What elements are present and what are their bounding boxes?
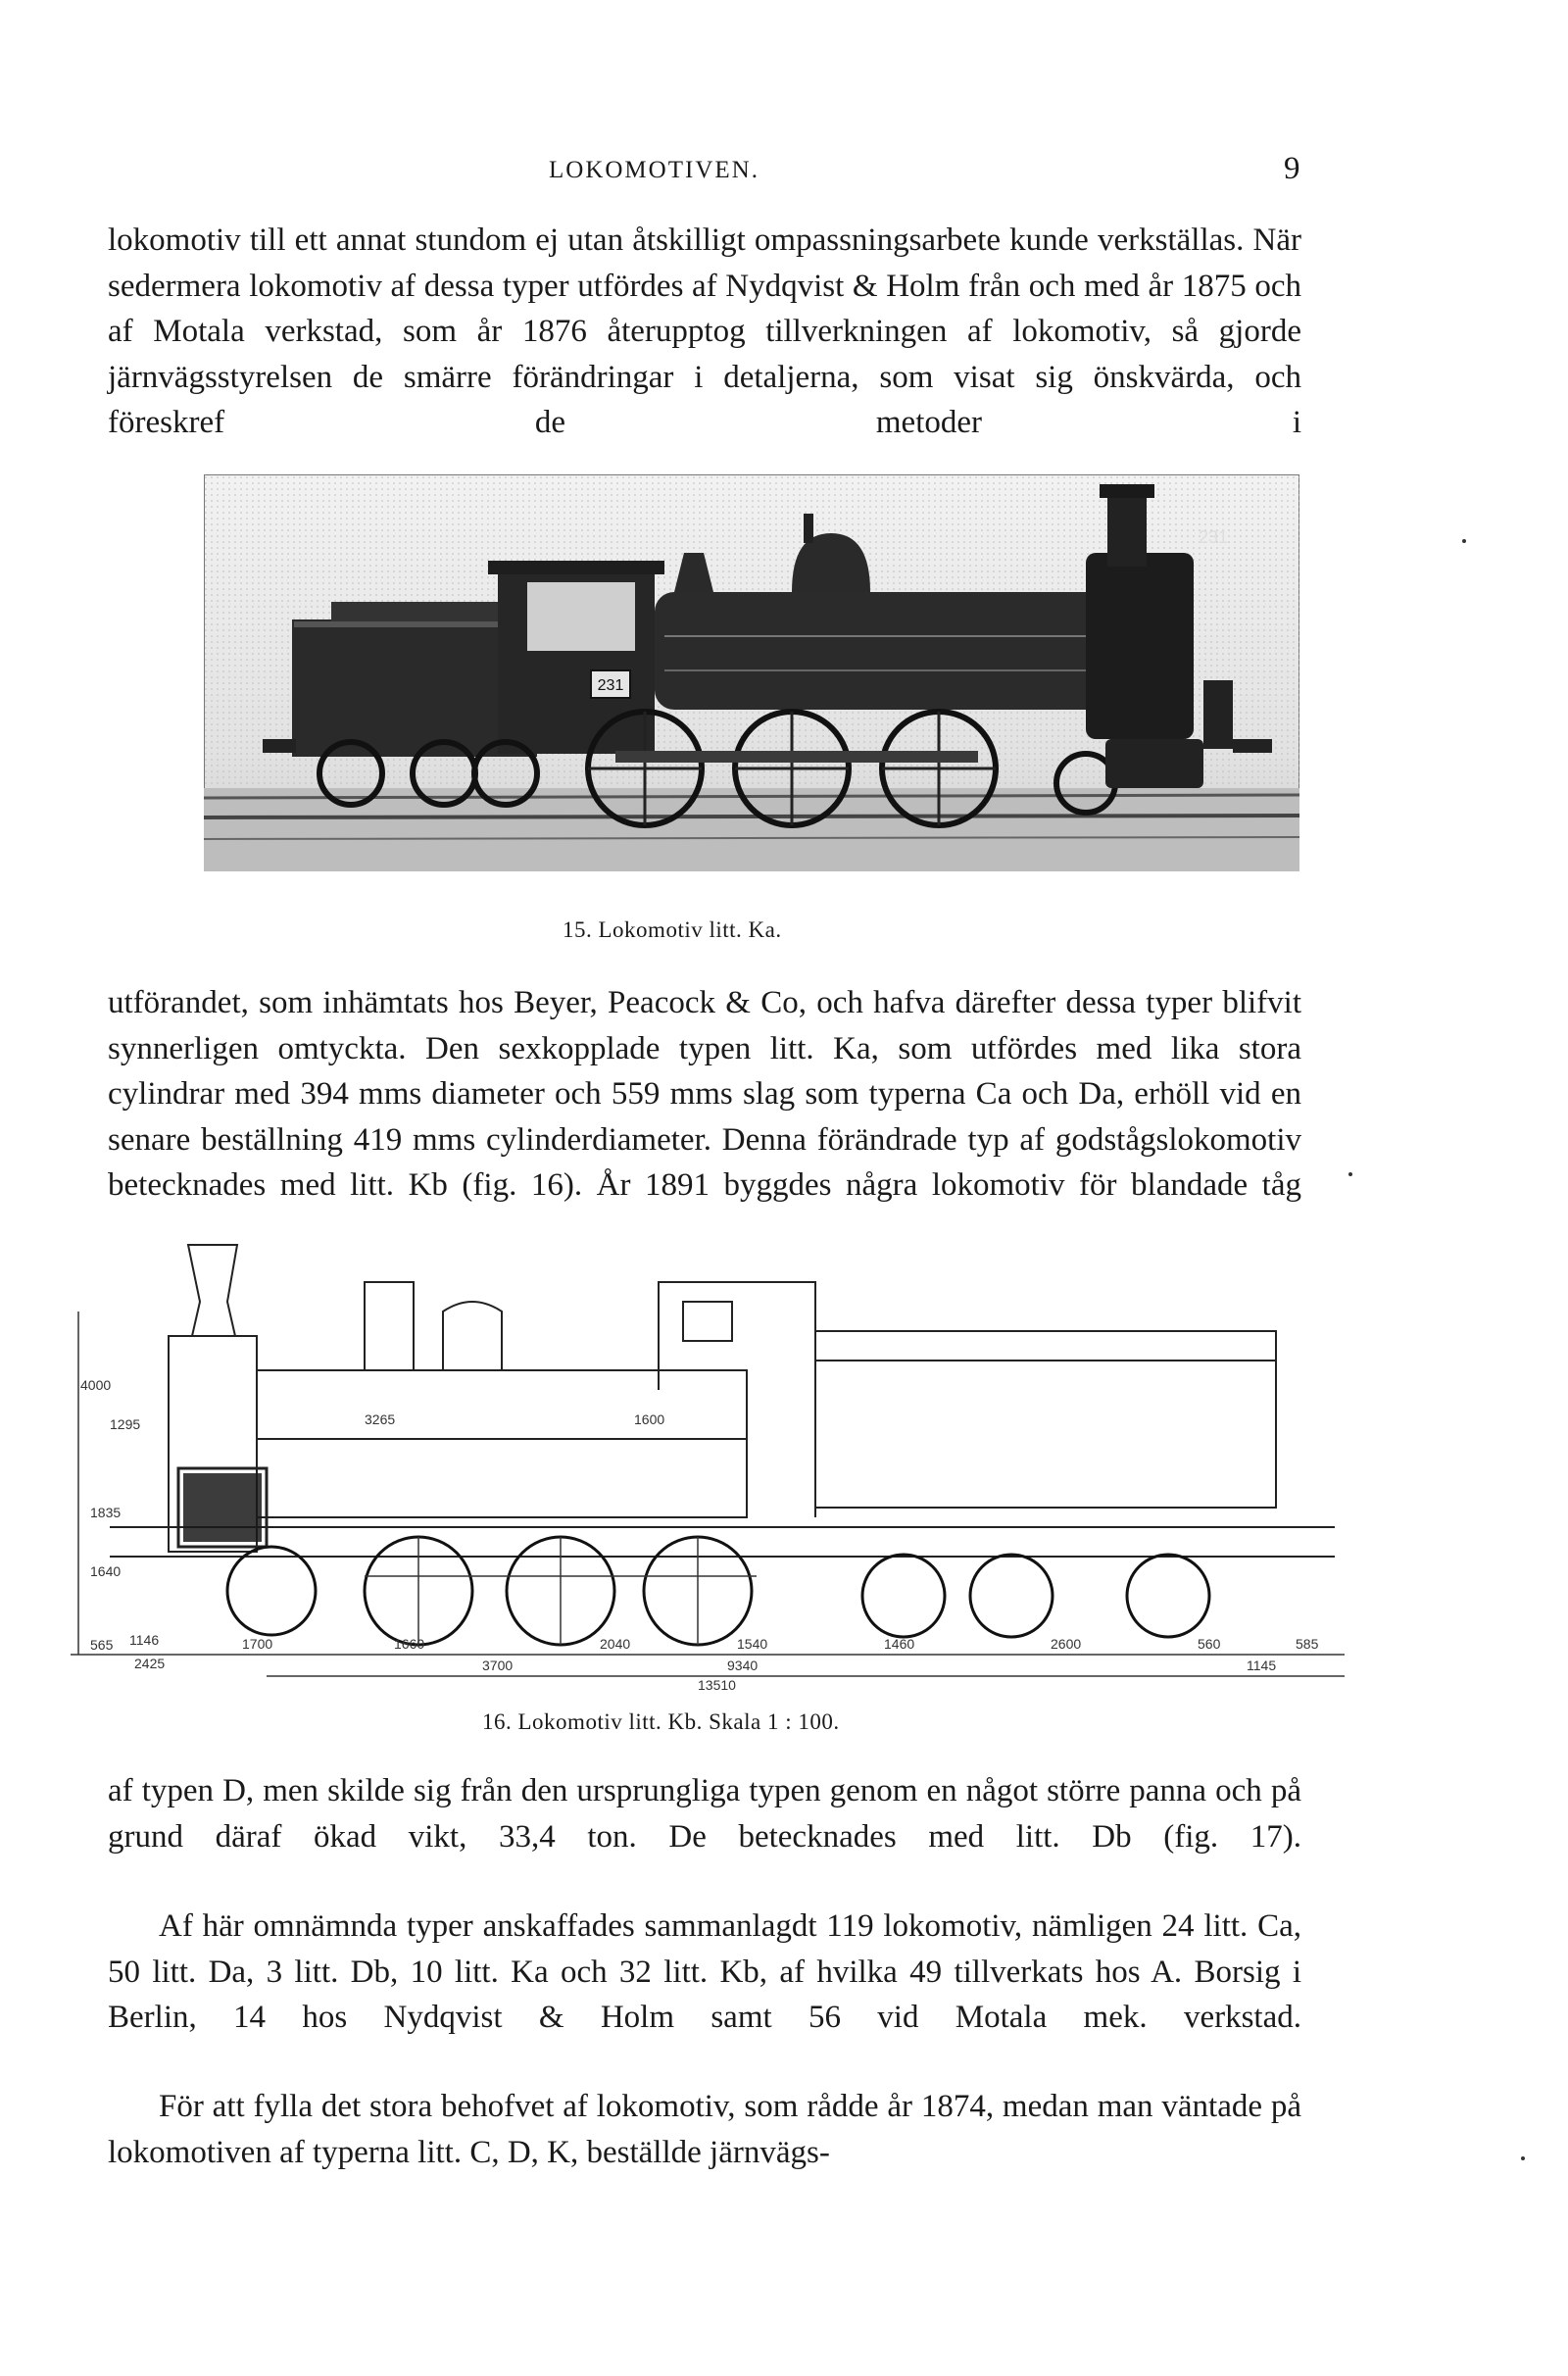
page-header: [0, 151, 1568, 196]
dim-1600: 1600: [634, 1411, 665, 1427]
running-title: LOKOMOTIVEN.: [549, 157, 760, 183]
dim-4000: 4000: [80, 1377, 112, 1393]
dim-1145: 1145: [1247, 1658, 1277, 1673]
figure-16-caption: 16. Lokomotiv litt. Kb. Skala 1 : 100.: [482, 1709, 840, 1734]
cab-number-plate: 231: [597, 677, 624, 694]
locomotive-photo-figure: [204, 474, 1299, 871]
locomotive-photo-illustration: [204, 474, 1299, 871]
speck: [1462, 539, 1466, 543]
dim-1460: 1460: [884, 1636, 915, 1652]
dim-565: 565: [90, 1637, 114, 1653]
paragraph-4: Af här omnämnda typer anskaffades sammanlagdt 119 lokomotiv, nämligen 24 litt. Ca, 50 litt. Da, 3 litt. Db, 10 litt. Ka och 32 litt. Kb, af hvilka 49 tillverkats hos A. Borsig i Berlin, 14 hos Nydqvist & Holm samt 56 vid Motala mek. verkstad.: [108, 1908, 1301, 2035]
dim-2425: 2425: [134, 1656, 166, 1671]
dim-2600: 2600: [1051, 1636, 1082, 1652]
paragraph-1: lokomotiv till ett annat stundom ej utan åtskilligt ompassningsarbete kunde verkställas. När sedermera lokomotiv af dessa typer utfördes af Nydqvist & Holm från och med år 1875 och af Motala verkstad, som år 1876 återupptog tillverkningen af lokomotiv, så gjorde järnvägsstyrelsen de smärre förändringar i detaljerna, som visat sig önskvärda, och föreskref de metoder i: [108, 223, 1301, 440]
paragraph-5: För att fylla det stora behofvet af lokomotiv, som rådde år 1874, medan man väntade på lokomotiven af typerna litt. C, D, K, beställde järnvägs-: [108, 2089, 1301, 2170]
paragraph-3: af typen D, men skilde sig från den ursprungliga typen genom en något större panna och på grund däraf ökad vikt, 33,4 ton. De betecknades med litt. Db (fig. 17).: [108, 1773, 1301, 1855]
dim-13510: 13510: [698, 1677, 736, 1693]
dim-1540: 1540: [737, 1636, 768, 1652]
locomotive-elevation-drawing: [71, 1243, 1345, 1694]
dim-560: 560: [1198, 1636, 1221, 1652]
speck: [1348, 1172, 1352, 1176]
speck: [1521, 2156, 1525, 2160]
dim-3700: 3700: [482, 1658, 514, 1673]
dim-3265: 3265: [365, 1411, 396, 1427]
dim-585: 585: [1296, 1636, 1319, 1652]
dim-1640: 1640: [90, 1563, 122, 1579]
locomotive-drawing-figure: [71, 1243, 1345, 1694]
dim-9340: 9340: [727, 1658, 759, 1673]
dim-1146: 1146: [129, 1632, 160, 1648]
dim-1835: 1835: [90, 1505, 122, 1520]
figure-15-caption: 15. Lokomotiv litt. Ka.: [563, 917, 782, 942]
paragraph-2: utförandet, som inhämtats hos Beyer, Peacock & Co, och hafva därefter dessa typer blifvit synnerligen omtyckta. Den sexkopplade typen litt. Ka, som utfördes med lika stora cylindrar med 394 mms diameter och 559 mms slag som typerna Ca och Da, erhöll vid en senare beställning 419 mms cylinderdiameter. Denna förändrade typ af godstågslokomotiv betecknades med litt. Kb (fig. 16). År 1891 byggdes några lokomotiv för blandade tåg: [108, 985, 1301, 1203]
dim-1295: 1295: [110, 1416, 141, 1432]
dim-1700: 1700: [242, 1636, 273, 1652]
dim-1660: 1660: [394, 1636, 425, 1652]
page-number: 9: [1284, 151, 1300, 186]
dim-2040: 2040: [600, 1636, 631, 1652]
svg-text:231: 231: [1199, 527, 1229, 547]
